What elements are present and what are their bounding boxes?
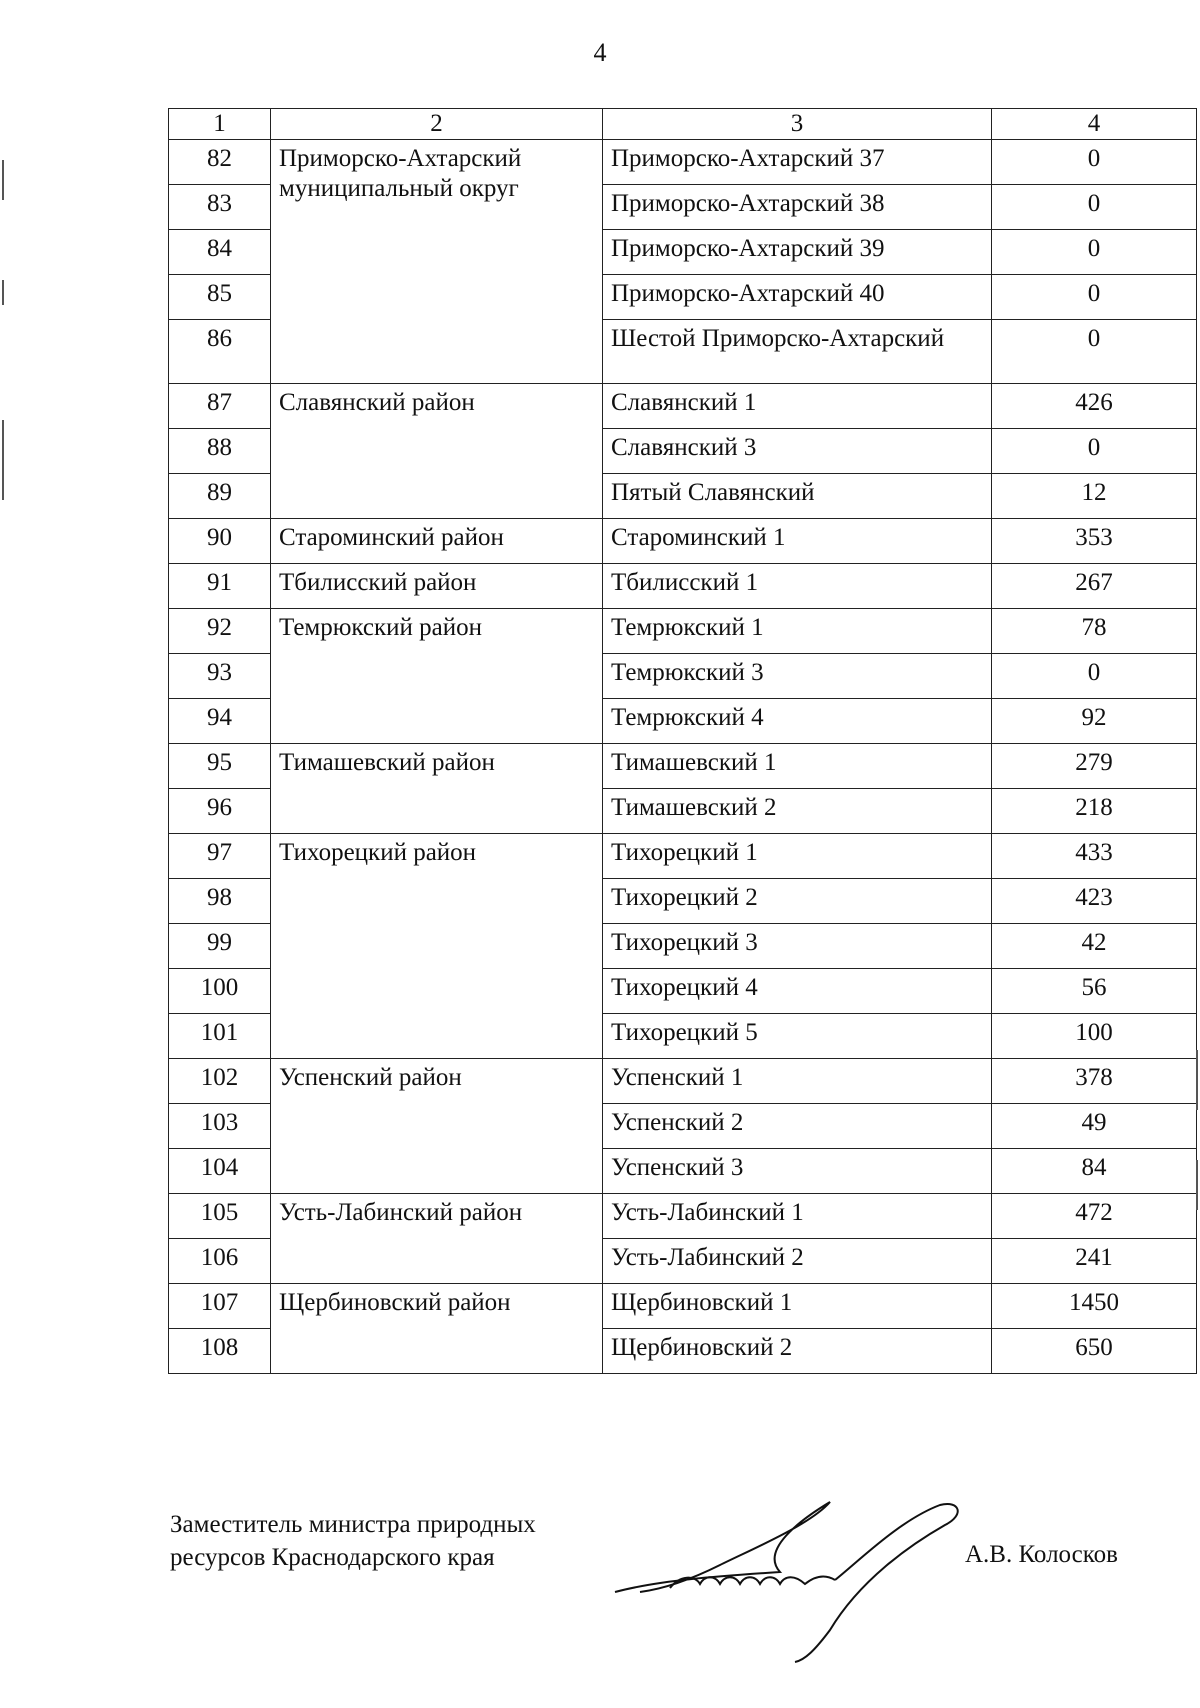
scan-edge-mark bbox=[1196, 1050, 1198, 1110]
district-cell: Тбилисский район bbox=[271, 564, 603, 609]
value-cell: 378 bbox=[992, 1059, 1197, 1104]
row-number: 99 bbox=[169, 924, 271, 969]
row-number: 91 bbox=[169, 564, 271, 609]
site-cell: Приморско-Ахтарский 40 bbox=[603, 275, 992, 320]
value-cell: 218 bbox=[992, 789, 1197, 834]
site-cell: Успенский 3 bbox=[603, 1149, 992, 1194]
value-cell: 650 bbox=[992, 1329, 1197, 1374]
column-header-2: 2 bbox=[271, 109, 603, 140]
district-cell: Успенский район bbox=[271, 1059, 603, 1194]
site-cell: Тихорецкий 1 bbox=[603, 834, 992, 879]
column-header-4: 4 bbox=[992, 109, 1197, 140]
value-cell: 49 bbox=[992, 1104, 1197, 1149]
row-number: 89 bbox=[169, 474, 271, 519]
table-row bbox=[169, 834, 1197, 879]
data-table bbox=[168, 108, 1197, 1374]
district-cell: Тихорецкий район bbox=[271, 834, 603, 1059]
row-number: 102 bbox=[169, 1059, 271, 1104]
row-number: 95 bbox=[169, 744, 271, 789]
value-cell: 56 bbox=[992, 969, 1197, 1014]
value-cell: 78 bbox=[992, 609, 1197, 654]
signer-title bbox=[170, 1508, 536, 1574]
site-cell: Славянский 3 bbox=[603, 429, 992, 474]
handwritten-signature bbox=[600, 1480, 1000, 1670]
row-number: 83 bbox=[169, 185, 271, 230]
row-number: 98 bbox=[169, 879, 271, 924]
signer-title-line-1: Заместитель министра природных bbox=[170, 1511, 536, 1538]
table-row bbox=[169, 519, 1197, 564]
row-number: 103 bbox=[169, 1104, 271, 1149]
value-cell: 423 bbox=[992, 879, 1197, 924]
row-number: 105 bbox=[169, 1194, 271, 1239]
row-number: 86 bbox=[169, 320, 271, 384]
value-cell: 0 bbox=[992, 140, 1197, 185]
site-cell: Приморско-Ахтарский 38 bbox=[603, 185, 992, 230]
value-cell: 0 bbox=[992, 275, 1197, 320]
row-number: 104 bbox=[169, 1149, 271, 1194]
row-number: 106 bbox=[169, 1239, 271, 1284]
row-number: 96 bbox=[169, 789, 271, 834]
value-cell: 12 bbox=[992, 474, 1197, 519]
site-cell: Приморско-Ахтарский 37 bbox=[603, 140, 992, 185]
value-cell: 0 bbox=[992, 320, 1197, 384]
row-number: 92 bbox=[169, 609, 271, 654]
table-row bbox=[169, 609, 1197, 654]
value-cell: 0 bbox=[992, 230, 1197, 275]
site-cell: Тимашевский 2 bbox=[603, 789, 992, 834]
table-row bbox=[169, 564, 1197, 609]
district-cell: Тимашевский район bbox=[271, 744, 603, 834]
header-row bbox=[169, 109, 1197, 140]
value-cell: 1450 bbox=[992, 1284, 1197, 1329]
scan-edge-mark bbox=[2, 160, 4, 200]
district-cell: Староминский район bbox=[271, 519, 603, 564]
row-number: 94 bbox=[169, 699, 271, 744]
value-cell: 433 bbox=[992, 834, 1197, 879]
value-cell: 353 bbox=[992, 519, 1197, 564]
district-cell: Приморско-Ахтарский муниципальный округ bbox=[271, 140, 603, 384]
site-cell: Тихорецкий 3 bbox=[603, 924, 992, 969]
site-cell: Тихорецкий 2 bbox=[603, 879, 992, 924]
table-body bbox=[169, 140, 1197, 1374]
scan-edge-mark bbox=[2, 280, 4, 305]
column-header-3: 3 bbox=[603, 109, 992, 140]
site-cell: Пятый Славянский bbox=[603, 474, 992, 519]
table-row bbox=[169, 1059, 1197, 1104]
district-cell: Щербиновский район bbox=[271, 1284, 603, 1374]
row-number: 85 bbox=[169, 275, 271, 320]
site-cell: Темрюкский 4 bbox=[603, 699, 992, 744]
site-cell: Успенский 1 bbox=[603, 1059, 992, 1104]
site-cell: Тимашевский 1 bbox=[603, 744, 992, 789]
row-number: 88 bbox=[169, 429, 271, 474]
value-cell: 0 bbox=[992, 185, 1197, 230]
value-cell: 241 bbox=[992, 1239, 1197, 1284]
value-cell: 472 bbox=[992, 1194, 1197, 1239]
row-number: 87 bbox=[169, 384, 271, 429]
table-row bbox=[169, 1284, 1197, 1329]
signer-title-line-2: ресурсов Краснодарского края bbox=[170, 1544, 495, 1571]
value-cell: 100 bbox=[992, 1014, 1197, 1059]
district-cell: Темрюкский район bbox=[271, 609, 603, 744]
site-cell: Успенский 2 bbox=[603, 1104, 992, 1149]
site-cell: Усть-Лабинский 2 bbox=[603, 1239, 992, 1284]
scan-edge-mark bbox=[1196, 1160, 1198, 1210]
site-cell: Тихорецкий 5 bbox=[603, 1014, 992, 1059]
site-cell: Староминский 1 bbox=[603, 519, 992, 564]
site-cell: Шестой Приморско-Ахтарский bbox=[603, 320, 992, 384]
site-cell: Темрюкский 3 bbox=[603, 654, 992, 699]
site-cell: Тбилисский 1 bbox=[603, 564, 992, 609]
row-number: 97 bbox=[169, 834, 271, 879]
district-cell: Усть-Лабинский район bbox=[271, 1194, 603, 1284]
row-number: 93 bbox=[169, 654, 271, 699]
row-number: 100 bbox=[169, 969, 271, 1014]
table-row bbox=[169, 1194, 1197, 1239]
row-number: 107 bbox=[169, 1284, 271, 1329]
district-cell: Славянский район bbox=[271, 384, 603, 519]
row-number: 84 bbox=[169, 230, 271, 275]
value-cell: 42 bbox=[992, 924, 1197, 969]
site-cell: Славянский 1 bbox=[603, 384, 992, 429]
site-cell: Тихорецкий 4 bbox=[603, 969, 992, 1014]
table-row bbox=[169, 384, 1197, 429]
value-cell: 84 bbox=[992, 1149, 1197, 1194]
site-cell: Щербиновский 1 bbox=[603, 1284, 992, 1329]
value-cell: 0 bbox=[992, 654, 1197, 699]
site-cell: Приморско-Ахтарский 39 bbox=[603, 230, 992, 275]
row-number: 108 bbox=[169, 1329, 271, 1374]
value-cell: 426 bbox=[992, 384, 1197, 429]
row-number: 82 bbox=[169, 140, 271, 185]
scan-edge-mark bbox=[2, 420, 4, 500]
site-cell: Щербиновский 2 bbox=[603, 1329, 992, 1374]
signer-name: А.В. Колосков bbox=[965, 1541, 1118, 1568]
row-number: 101 bbox=[169, 1014, 271, 1059]
value-cell: 92 bbox=[992, 699, 1197, 744]
site-cell: Усть-Лабинский 1 bbox=[603, 1194, 992, 1239]
column-header-1: 1 bbox=[169, 109, 271, 140]
table-row bbox=[169, 744, 1197, 789]
value-cell: 0 bbox=[992, 429, 1197, 474]
row-number: 90 bbox=[169, 519, 271, 564]
value-cell: 279 bbox=[992, 744, 1197, 789]
page-number: 4 bbox=[593, 38, 607, 67]
value-cell: 267 bbox=[992, 564, 1197, 609]
table-row bbox=[169, 140, 1197, 185]
site-cell: Темрюкский 1 bbox=[603, 609, 992, 654]
